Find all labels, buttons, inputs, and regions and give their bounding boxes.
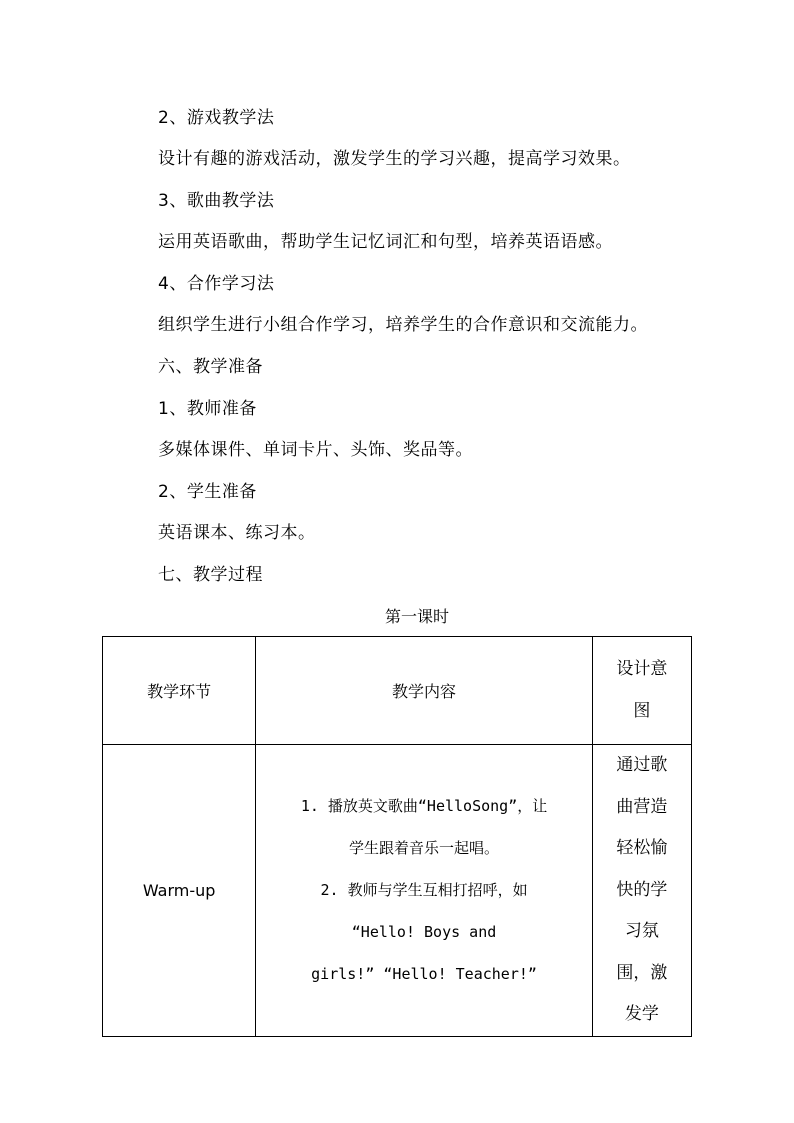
cell-content: [256, 745, 593, 1037]
purpose-text: 通过歌曲营造轻松愉快的学习氛围，激发学: [616, 755, 668, 1024]
table-caption: 第一课时: [384, 607, 449, 626]
header-stage: 教学环节: [103, 637, 256, 745]
section-title-preparation: 六、教学准备: [158, 357, 263, 377]
content-line: 2. 教师与学生互相打招呼，如: [320, 881, 528, 900]
cell-purpose: [592, 745, 691, 1037]
header-purpose-label: 设计意图: [616, 659, 668, 721]
paragraph-teacher-prep: 多媒体课件、单词卡片、头饰、奖品等。: [158, 440, 473, 460]
heading-song-method: 3、歌曲教学法: [158, 191, 275, 211]
lesson-table: [102, 636, 692, 1037]
content-line: girls!” “Hello! Teacher!”: [311, 965, 537, 984]
paragraph-game-method: 设计有趣的游戏活动，激发学生的学习兴趣，提高学习效果。: [158, 149, 631, 169]
table-header-row: [103, 637, 692, 745]
paragraph-student-prep: 英语课本、练习本。: [158, 523, 316, 543]
paragraph-cooperative-method: 组织学生进行小组合作学习，培养学生的合作意识和交流能力。: [158, 315, 648, 335]
content-line: 学生跟着音乐一起唱。: [349, 839, 500, 858]
section-title-process: 七、教学过程: [158, 565, 263, 585]
heading-student-prep: 2、学生准备: [158, 482, 257, 502]
heading-game-method: 2、游戏教学法: [158, 108, 275, 128]
header-content: 教学内容: [256, 637, 593, 745]
table-row: [103, 745, 692, 1037]
header-purpose: [592, 637, 691, 745]
cell-stage: Warm-up: [103, 745, 256, 1037]
content-line: 1. 播放英文歌曲“HelloSong”，让: [300, 797, 548, 816]
heading-teacher-prep: 1、教师准备: [158, 399, 257, 419]
heading-cooperative-method: 4、合作学习法: [158, 274, 275, 294]
content-line: “Hello! Boys and: [351, 923, 497, 942]
paragraph-song-method: 运用英语歌曲，帮助学生记忆词汇和句型，培养英语语感。: [158, 232, 613, 252]
